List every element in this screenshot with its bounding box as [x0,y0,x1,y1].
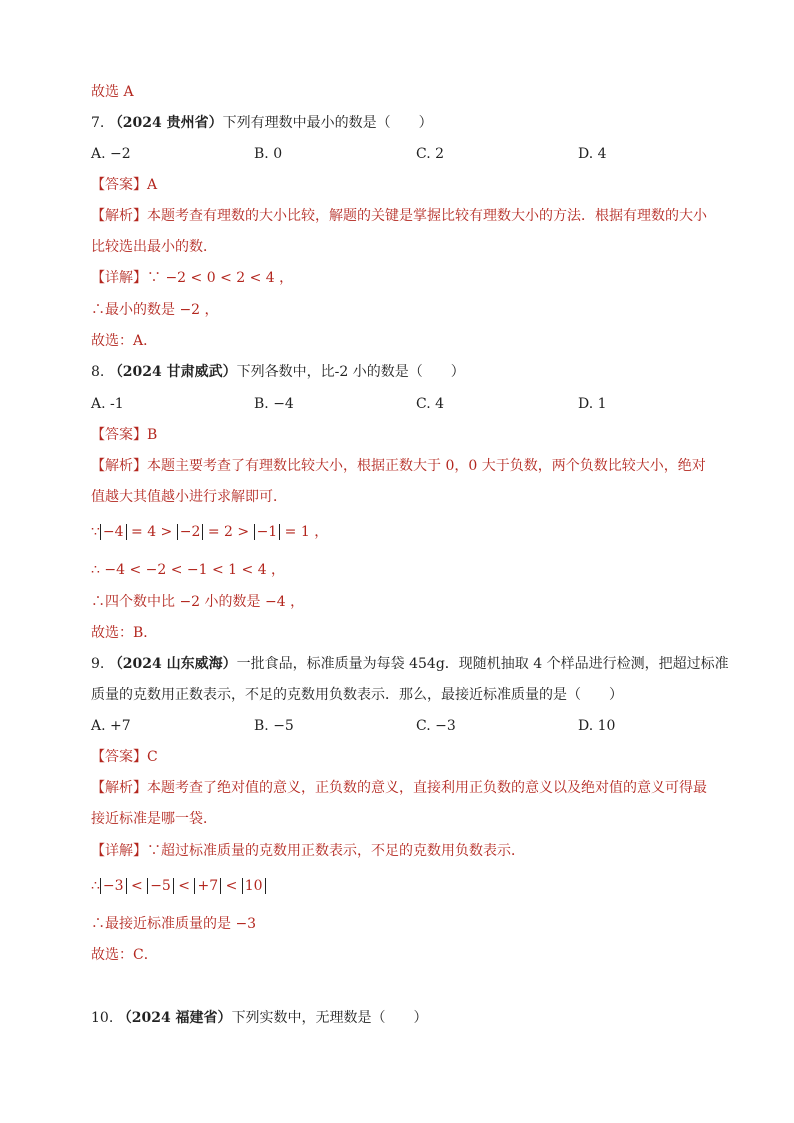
q10-stem [91,1008,428,1028]
q7-option-a: A. −2 [91,146,131,162]
q7-analysis-line1 [91,206,707,226]
q8-option-b: B. −4 [254,396,294,412]
q9-number: 9. [91,656,105,672]
q7-analysis-tag: 【解析】 [91,208,147,224]
less-than-3: < [225,878,238,894]
q9-step3: ∴最接近标准质量的是 −3 [91,916,257,932]
q8-answer [91,425,157,445]
q9-detail-tag: 【详解】 [91,843,147,859]
q8-stem-text: 下列各数中，比-2 小的数是（ ） [236,364,465,380]
q9-step2 [91,876,266,896]
q7-detail-text1: ∵ −2 < 0 < 2 < 4 ， [147,270,294,286]
q8-analysis-text1: 本题主要考查了有理数比较大小，根据正数大于 0，0 大于负数，两个负数比较大小，绝对 [147,458,706,474]
q9-detail-text1: ∵超过标准质量的克数用正数表示，不足的克数用负数表示． [147,843,525,859]
q7-stem [91,113,433,133]
q7-option-d: D. 4 [578,146,607,162]
q9-abs-10: 10 [242,878,266,894]
q9-answer-value: C [147,749,158,765]
therefore-symbol: ∴ [91,878,100,894]
q8-step1-part-f: = 1 ， [284,524,329,540]
because-symbol: ∵ [91,524,100,540]
q7-number: 7. [91,115,105,131]
q7-detail-line2: ∴最小的数是 −2 ， [91,302,219,318]
q9-answer [91,747,158,767]
q7-option-b: B. 0 [254,146,283,162]
q9-abs-neg3: −3 [100,878,127,894]
q9-abs-neg5: −5 [147,878,174,894]
q8-analysis-tag: 【解析】 [91,458,147,474]
q7-option-c: C. 2 [416,146,445,162]
q7-analysis-text1: 本题考查有理数的大小比较，解题的关键是掌握比较有理数大小的方法．根据有理数的大小 [147,208,707,224]
q8-analysis-line2: 值越大其值越小进行求解即可． [91,489,287,505]
q8-stem [91,362,465,382]
q9-final: 故选：C． [91,947,158,963]
less-than-2: < [178,878,191,894]
q8-step1 [91,522,328,542]
q8-analysis-line1 [91,456,706,476]
q8-option-a: A. -1 [91,396,124,412]
q8-step1-part-b: = 4 > [131,524,173,540]
q9-detail-line1 [91,841,525,861]
q7-final: 故选：A． [91,333,158,349]
q9-analysis-text1: 本题考查了绝对值的意义，正负数的意义，直接利用正负数的意义以及绝对值的意义可得最 [147,780,707,796]
q9-abs-pos7: +7 [194,878,221,894]
q9-option-d: D. 10 [578,718,616,734]
q7-detail-tag: 【详解】 [91,270,147,286]
q8-option-d: D. 1 [578,396,607,412]
q9-option-c: C. −3 [416,718,456,734]
q10-number: 10. [91,1010,114,1026]
q9-source: （2024 山东威海） [108,656,237,672]
q9-analysis-tag: 【解析】 [91,780,147,796]
q8-final: 故选：B． [91,625,158,641]
q10-stem-text: 下列实数中，无理数是（ ） [231,1010,428,1026]
q7-detail-line1 [91,268,293,288]
q7-stem-text: 下列有理数中最小的数是（ ） [222,115,433,131]
q10-source: （2024 福建省） [117,1010,232,1026]
q8-number: 8. [91,364,105,380]
q7-analysis-line2: 比较选出最小的数． [91,239,217,255]
q9-option-b: B. −5 [254,718,294,734]
q7-source: （2024 贵州省） [108,115,223,131]
q8-step1-part-d: = 2 > [207,524,250,540]
q6-final-answer: 故选 A [91,84,134,100]
q9-option-a: A. +7 [91,718,131,734]
q8-abs-neg2: −2 [177,524,204,540]
q8-abs-neg4: −4 [100,524,127,540]
q8-answer-tag: 【答案】 [91,427,147,443]
q8-step3: ∴四个数中比 −2 小的数是 −4 ， [91,594,305,610]
q9-answer-tag: 【答案】 [91,749,147,765]
q9-analysis-line1 [91,778,707,798]
q7-answer-tag: 【答案】 [91,177,147,193]
q8-step2: ∴ −4 < −2 < −1 < 1 < 4 ， [91,562,286,578]
q8-abs-neg1: −1 [254,524,281,540]
q9-stem-text1: 一批食品，标准质量为每袋 454g．现随机抽取 4 个样品进行检测，把超过标准 [236,656,729,672]
q7-answer-value: A [147,177,158,193]
q9-stem-line2: 质量的克数用正数表示，不足的克数用负数表示．那么，最接近标准质量的是（ ） [91,687,623,703]
q9-analysis-line2: 接近标准是哪一袋． [91,811,217,827]
q8-source: （2024 甘肃威武） [108,364,237,380]
q8-option-c: C. 4 [416,396,445,412]
q7-answer [91,175,157,195]
q8-answer-value: B [147,427,158,443]
q9-stem-line1 [91,654,729,674]
less-than-1: < [131,878,143,894]
